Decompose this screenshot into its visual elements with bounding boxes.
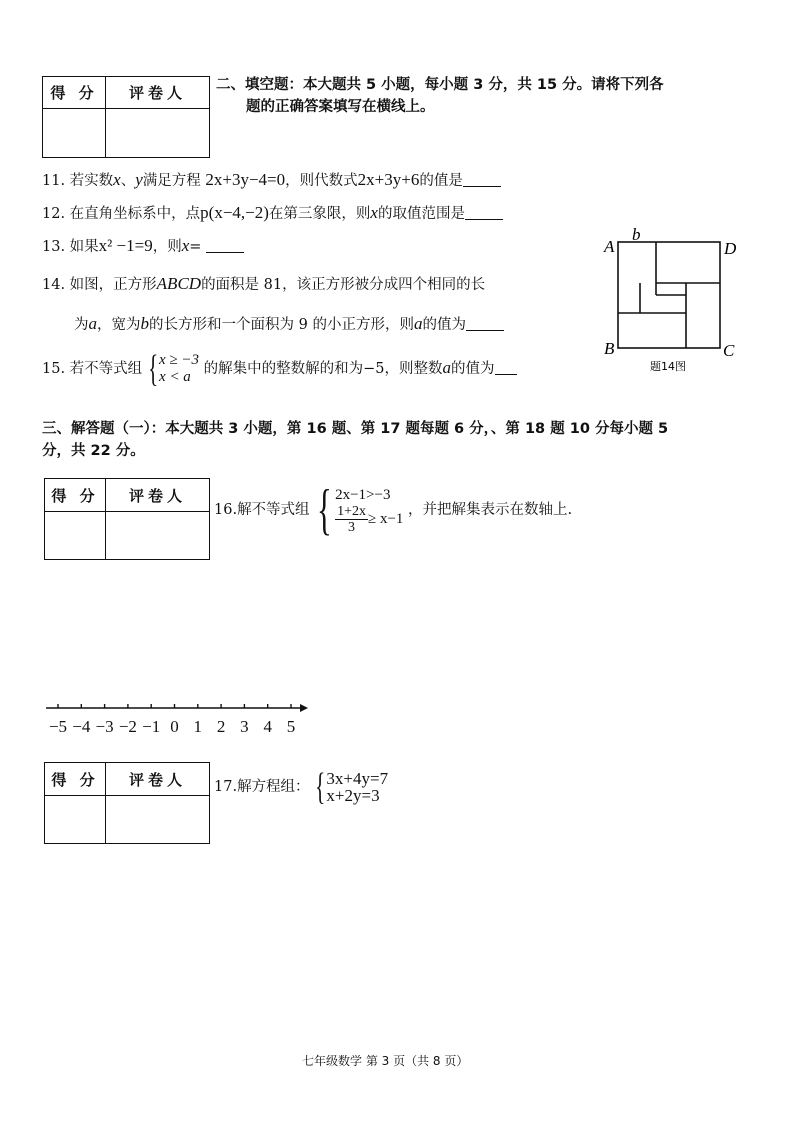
number-line-label: −3 [95,717,114,736]
number-line[interactable] [38,696,318,740]
grader-cell[interactable] [106,796,210,844]
answer-blank-13[interactable] [206,252,244,253]
page-footer: 七年级数学 第 3 页（共 8 页） [302,1054,469,1068]
section2-heading: 二、填空题：本大题共 5 小题，每小题 3 分，共 15 分。请将下列各 题的正确答案填写在横线上。 [216,77,664,115]
inequality-system-15: { x ≥ −3 x < a [147,348,200,390]
number-line-label: −2 [118,717,137,736]
vertex-C: C [723,341,735,360]
number-line-label: −5 [48,717,68,736]
answer-blank-14[interactable] [466,330,504,331]
number-line-label: 1 [193,717,203,736]
grader-cell[interactable] [106,512,210,560]
label-b: b [632,225,641,244]
figure-14 [598,222,744,382]
score-cell[interactable] [45,512,106,560]
question-14-line2: 为a，宽为b的长方形和一个面积为 9 的小正方形，则a的值为 [74,314,504,335]
question-14: 14. 如图，正方形ABCD的面积是 81，该正方形被分成四个相同的长 [42,274,486,293]
arrow-right-icon [300,704,308,712]
score-header: 得 分 [45,479,106,512]
vertex-A: A [604,237,615,256]
number-line-label: −1 [142,717,161,736]
score-cell[interactable] [45,796,106,844]
score-header: 得 分 [43,77,106,109]
question-15: 15. 若不等式组 { x ≥ −3 x < a 的解集中的整数解的和为−5，则整数a的值为 [42,350,517,388]
score-table-3 [44,762,210,844]
question-17: 17.解方程组： { 3x+4y=7 x+2y=3 [214,766,389,808]
grader-header: 评卷人 [106,77,210,109]
grader-header: 评卷人 [106,479,210,512]
number-line-label: 0 [170,717,179,736]
score-header: 得 分 [45,763,106,796]
vertex-B: B [604,339,615,358]
score-table-2 [44,478,210,560]
number-line-label: −4 [72,717,91,736]
score-cell[interactable] [43,109,106,158]
answer-blank-11[interactable] [463,186,501,187]
question-16: 16.解不等式组 { 2x−1>−3 $\frac{1+2x}{3}$ ≥ x−1 ，并把解集表示在数轴上. [214,479,573,541]
number-line-label: 3 [240,717,249,736]
equation-system-17: { 3x+4y=7 x+2y=3 [315,766,389,808]
question-11: 11. 若实数x、y满足方程 2x+3y−4=0，则代数式2x+3y+6的值是 [42,170,501,191]
grader-header: 评卷人 [106,763,210,796]
grader-cell[interactable] [106,109,210,158]
answer-blank-15[interactable] [495,374,517,375]
section3-heading: 三、解答题（一）：本大题共 3 小题，第 16 题、第 17 题每题 6 分，、第 18 题 10 分每小题 5 分，共 22 分。 [42,421,669,459]
number-line-label: 4 [263,717,272,736]
figure-caption: 题14图 [650,360,686,373]
number-line-label: 2 [216,717,226,736]
question-12: 12. 在直角坐标系中，点p(x−4,−2)在第三象限，则x的取值范围是 [42,203,503,224]
question-13: 13. 如果x² −1=9，则x= [42,236,244,257]
score-table-1 [42,76,210,158]
number-line-label: 5 [286,717,296,736]
vertex-D: D [724,239,737,258]
inequality-system-16: { 2x−1>−3 $\frac{1+2x}{3}$ ≥ x−1 [317,479,404,541]
answer-blank-12[interactable] [465,219,503,220]
